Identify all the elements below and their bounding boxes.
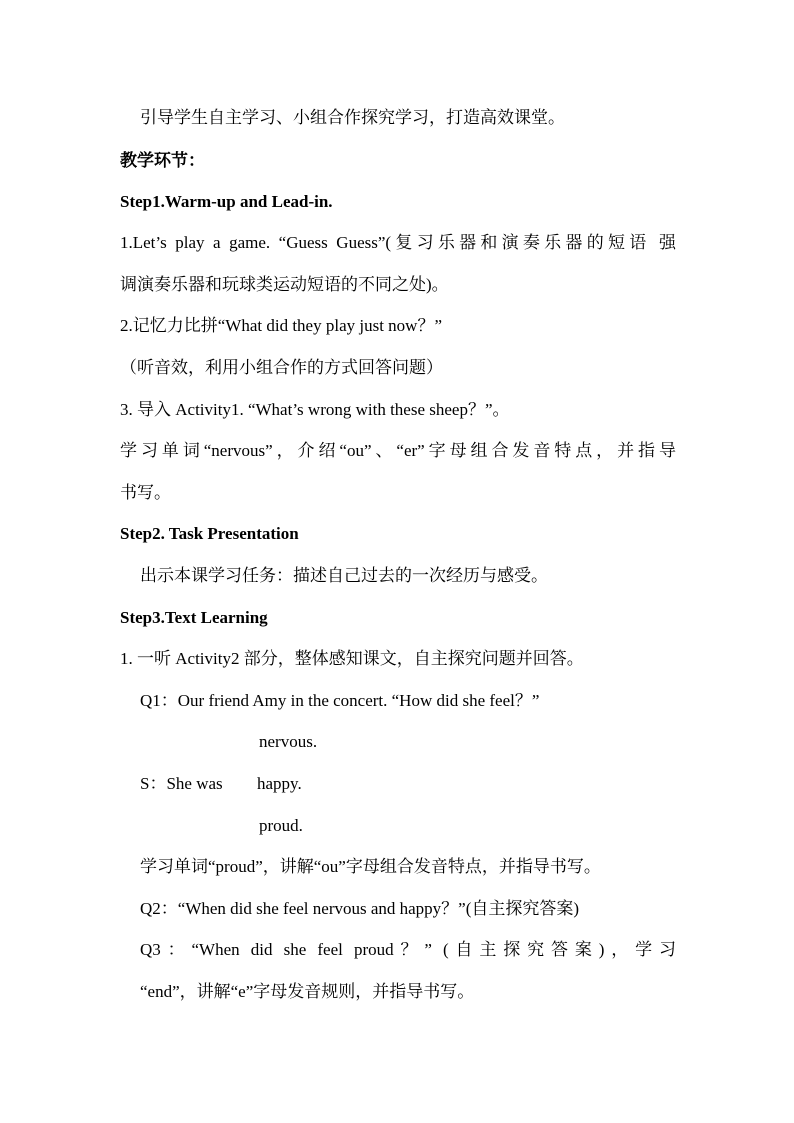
step2-heading: Step2. Task Presentation	[120, 524, 299, 543]
step1-heading: Step1.Warm-up and Lead-in.	[120, 192, 333, 211]
option-happy: happy.	[257, 774, 302, 793]
step1-item3-line2: 学习单词“nervous”，介绍“ou”、“er”字母组合发音特点，并指导	[120, 441, 676, 460]
option-proud: proud.	[259, 816, 303, 835]
section-title: 教学环节：	[120, 151, 205, 170]
step1-item2-line2: （听音效，利用小组合作的方式回答问题）	[120, 358, 443, 377]
step2-text: 出示本课学习任务：描述自己过去的一次经历与感受。	[140, 566, 548, 585]
step1-item3-line1: 3. 导入 Activity1. “What’s wrong with these sheep？”。	[120, 400, 510, 419]
intro-line: 引导学生自主学习、小组合作探究学习，打造高效课堂。	[140, 108, 565, 127]
step3-heading: Step3.Text Learning	[120, 608, 268, 627]
question-q3-line2: “end”，讲解“e”字母发音规则，并指导书写。	[140, 982, 475, 1001]
step1-item1-line1: 1.Let’s play a game. “Guess Guess”(复习乐器和演奏乐器的短语 强	[120, 233, 676, 252]
question-q3-line1: Q3：“When did she feel proud？” (自主探究答案)，学习	[140, 940, 676, 959]
question-q2: Q2：“When did she feel nervous and happy？”(自主探究答案)	[140, 899, 580, 918]
step1-item1-line2: 调演奏乐器和玩球类运动短语的不同之处)。	[120, 275, 449, 294]
option-nervous: nervous.	[259, 732, 318, 751]
answer-prefix: S：She was	[140, 774, 223, 793]
step1-item3-line3: 书写。	[120, 483, 171, 502]
step1-item2-line1: 2.记忆力比拼“What did they play just now？”	[120, 316, 443, 335]
question-q1: Q1：Our friend Amy in the concert. “How did she feel？”	[140, 691, 540, 710]
proud-note: 学习单词“proud”，讲解“ou”字母组合发音特点，并指导书写。	[140, 857, 601, 876]
step3-item1: 1. 一听 Activity2 部分，整体感知课文，自主探究问题并回答。	[120, 649, 584, 668]
